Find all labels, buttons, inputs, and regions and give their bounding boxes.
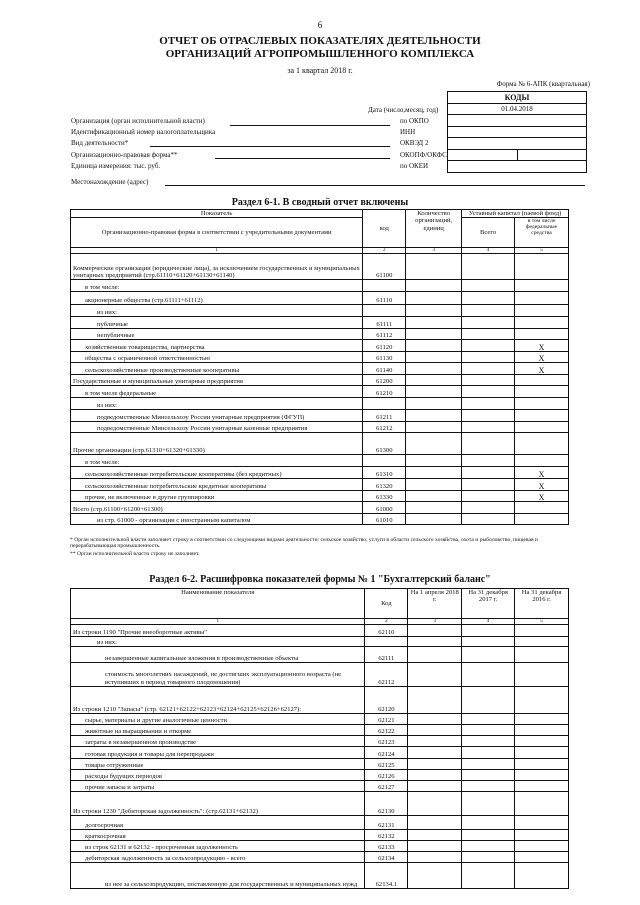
section2-value-3[interactable] [408,647,462,663]
section1-code: 61000 [363,502,406,514]
section2-value-5[interactable] [515,647,569,663]
section2-label: Из строки 1230 "Дебиторская задолженность": (стр.62131+62132) [71,792,365,816]
section1-value-5[interactable]: X [515,491,569,502]
section1-value-4[interactable] [462,329,515,340]
okei-cell[interactable] [448,161,587,173]
title-line-1: ОТЧЕТ ОБ ОТРАСЛЕВЫХ ПОКАЗАТЕЛЯХ ДЕЯТЕЛЬНОСТИ [159,35,481,47]
section1-value-4[interactable] [462,305,515,317]
section2-value-5[interactable] [515,770,569,781]
section1-row [71,305,569,317]
section1-label: из них: [71,398,363,410]
section2-label: сырье, материалы и другие аналогичные ценности [71,714,365,725]
section1-row [71,280,569,292]
section2-code: 62134.1 [365,863,408,889]
section1-label: прочие, не включенные в другие группировки [71,491,363,502]
section1-code: 61200 [363,375,406,386]
section1-label: Государственные и муниципальные унитарные предприятия [71,375,363,386]
section1-value-5[interactable] [515,305,569,317]
section1-row [71,467,569,479]
section2-value-5[interactable] [515,637,569,647]
s2-colnum-1: 1 [71,619,365,625]
section1-value-3[interactable] [406,254,462,280]
section1-value-3[interactable] [406,491,462,502]
section2-code: 62131 [365,816,408,830]
section2-value-3[interactable] [408,687,462,714]
section1-value-4[interactable] [462,410,515,422]
section1-code: 61320 [363,479,406,491]
section2-value-3[interactable] [408,663,462,687]
section2-title: Раздел 6-2. Расшифровка показателей формы № 1 "Бухгалтерский баланс" [149,574,491,585]
section2-row [71,747,569,759]
section1-value-4[interactable] [462,292,515,305]
section1-row [71,410,569,422]
section2-value-3[interactable] [408,625,462,637]
section1-row [71,479,569,491]
req-code-okopf: ОКОПФ/ОКФС [400,151,447,159]
section2-value-3[interactable] [408,841,462,852]
section2-value-4[interactable] [462,770,515,781]
section2-code: 62130 [365,792,408,816]
s2-colnum-5: 5 [515,619,569,625]
section1-code: 61300 [363,433,406,455]
section1-value-5[interactable] [515,514,569,525]
section2-row [71,663,569,687]
section1-footnote-2: ** Орган исполнительной власти строку не заполняет. [70,551,200,557]
section2-label: из них: [71,637,365,647]
okopf-cell[interactable] [448,149,587,161]
section1-value-3[interactable] [406,502,462,514]
section1-value-5[interactable] [515,254,569,280]
s1-colnum-3: 3 [406,248,462,254]
section1-value-3[interactable] [406,375,462,386]
req-label-unit: Единица измерения: тыс. руб. [71,162,161,170]
section2-code: 62112 [365,663,408,687]
section1-code: 61211 [363,410,406,422]
section2-row [71,781,569,792]
section2-label: животные на выращивании и откорме [71,725,365,736]
section2-code: 62123 [365,736,408,747]
section2-value-5[interactable] [515,663,569,687]
section2-row [71,830,569,841]
section2-label: из строк 62131 и 62132 - просроченная задолженность [71,841,365,852]
s1-header-count: Количество организаций, единиц [406,210,462,248]
section2-code: 62110 [365,625,408,637]
section2-label: долгосрочная [71,816,365,830]
section1-label: публичные [71,317,363,329]
section2-row [71,770,569,781]
section1-value-5[interactable] [515,292,569,305]
section2-row [71,714,569,725]
s2-colnum-4: 4 [462,619,515,625]
section2-value-4[interactable] [462,759,515,770]
section2-label: Из строки 1210 "Запасы" (стр. 62121+62122+62123+62124+62125+62126+62127): [71,687,365,714]
org-underline [230,125,390,126]
section2-row [71,852,569,863]
section1-value-4[interactable] [462,502,515,514]
section2-value-4[interactable] [462,625,515,637]
section2-label: незавершенные капитальные вложения в производственные объекты [71,647,365,663]
section1-code: 61212 [363,422,406,433]
section2-code: 62124 [365,747,408,759]
s1-header-federal: в том числе федеральные средства [515,218,569,248]
section2-label: дебиторская задолженность за сельхозпродукцию - всего [71,852,365,863]
s2-header-col3: На 1 апреля 2018 г. [408,589,462,619]
section2-row [71,687,569,714]
section2-value-5[interactable] [515,725,569,736]
section2-label: прочие запасы и затраты [71,781,365,792]
section2-value-4[interactable] [462,792,515,816]
section2-value-5[interactable] [515,759,569,770]
section2-value-3[interactable] [408,781,462,792]
codes-box [447,91,587,173]
section2-row [71,759,569,770]
section2-value-3[interactable] [408,770,462,781]
section2-value-4[interactable] [462,841,515,852]
section2-value-4[interactable] [462,830,515,841]
section1-label: акционерные общества (стр.61111+61112) [71,292,363,305]
req-code-inn: ИНН [400,128,416,136]
section2-label: Из строки 1190 "Прочие внеоборотные активы" [71,625,365,637]
section1-row [71,491,569,502]
codes-header: КОДЫ [448,92,587,104]
s1-header-capital: Уставный капитал (паевой фонд) [462,210,569,218]
section1-label: непубличные [71,329,363,340]
section2-value-3[interactable] [408,792,462,816]
section1-code [363,280,406,292]
location-label: Местонахождение (адрес) [71,178,149,186]
section1-value-3[interactable] [406,363,462,375]
date-label: Дата (число,месяц, год) [368,106,439,114]
section1-code: 61120 [363,340,406,352]
section2-row [71,725,569,736]
section1-value-3[interactable] [406,479,462,491]
page-number: 6 [317,20,323,30]
section1-value-5[interactable] [515,317,569,329]
section1-label: общества с ограниченной ответственностью [71,352,363,363]
section1-code: 61100 [363,254,406,280]
section2-value-3[interactable] [408,830,462,841]
section1-value-5[interactable] [515,433,569,455]
section2-value-4[interactable] [462,863,515,889]
section1-value-3[interactable] [406,317,462,329]
section2-row [71,736,569,747]
section2-value-4[interactable] [462,714,515,725]
section2-value-5[interactable] [515,816,569,830]
section2-value-5[interactable] [515,852,569,863]
s1-header-indicator: Показатель [71,210,363,218]
section1-row [71,363,569,375]
section1-value-3[interactable] [406,280,462,292]
section1-code: 61130 [363,352,406,363]
section2-code: 62127 [365,781,408,792]
section1-value-3[interactable] [406,467,462,479]
section2-row [71,816,569,830]
activity-underline [150,146,390,147]
section1-row [71,502,569,514]
section1-value-5[interactable] [515,398,569,410]
s1-colnum-2: 2 [363,248,406,254]
section1-value-4[interactable] [462,433,515,455]
report-title [0,35,640,61]
section2-value-5[interactable] [515,747,569,759]
section1-code: 61140 [363,363,406,375]
section1-label: Прочие организации (стр.61310+61320+61330) [71,433,363,455]
section1-label: Коммерческие организации (юридические лица), за исключением государственных и муниципальных унитарных предприятий (стр.61110+61120+61130+61140) [71,254,363,280]
section2-row [71,647,569,663]
section1-label: сельскохозяйственные производственные кооперативы [71,363,363,375]
section2-value-3[interactable] [408,816,462,830]
section1-value-3[interactable] [406,398,462,410]
section2-label: затраты в незавершенном производстве [71,736,365,747]
section1-code: 61112 [363,329,406,340]
section1-value-4[interactable] [462,479,515,491]
section2-value-3[interactable] [408,863,462,889]
s2-colnum-3: 3 [408,619,462,625]
section2-code: 62125 [365,759,408,770]
section1-value-3[interactable] [406,433,462,455]
section2-row [71,792,569,816]
section1-row [71,375,569,386]
section1-value-5[interactable]: X [515,352,569,363]
section1-value-3[interactable] [406,410,462,422]
req-label-org: Организация (орган исполнительной власти) [71,117,205,125]
section2-value-5[interactable] [515,841,569,852]
section1-row [71,317,569,329]
section1-code [363,305,406,317]
section1-row [71,386,569,398]
section1-row [71,433,569,455]
s1-header-code: код [363,210,406,248]
section1-value-4[interactable] [462,254,515,280]
section1-code [363,455,406,467]
section2-value-4[interactable] [462,637,515,647]
section1-footnote-1: * Орган исполнительной власти заполняет строку в соответствии со следующими видами деятельности: сельское хозяйство, услуги в области сельского хозяйства, охота и рыболовство, пищевая и перерабатывающая промышленность. [70,537,538,550]
section1-row [71,254,569,280]
s1-header-org-form: Организационно-правовая форма в соответствии с учредительными документами [71,218,363,248]
section1-value-5[interactable] [515,329,569,340]
section2-value-5[interactable] [515,714,569,725]
section2-value-5[interactable] [515,687,569,714]
section1-value-3[interactable] [406,292,462,305]
section1-row [71,292,569,305]
section1-code: 61210 [363,386,406,398]
section1-value-4[interactable] [462,352,515,363]
section2-value-4[interactable] [462,663,515,687]
req-code-okved: ОКВЭД 2 [400,139,429,147]
section1-row [71,422,569,433]
section2-value-4[interactable] [462,647,515,663]
section1-label: сельскохозяйственные потребительские кредитные кооперативы [71,479,363,491]
section2-value-5[interactable] [515,863,569,889]
section1-label: Всего (стр.61100+61200+61300) [71,502,363,514]
section2-label: из нее за сельхозпродукцию, поставленную для государственных и муниципальных нужд [71,863,365,889]
section1-label: в том числе федеральные [71,386,363,398]
section1-value-4[interactable] [462,363,515,375]
req-code-okpo: по ОКПО [400,117,429,125]
section1-row [71,329,569,340]
section2-label: расходы будущих периодов [71,770,365,781]
section1-row [71,398,569,410]
section2-value-5[interactable] [515,781,569,792]
s2-header-col5: На 31 декабря 2016 г. [515,589,569,619]
legal-form-underline [215,158,390,159]
section1-value-4[interactable] [462,280,515,292]
section1-label: из них: [71,305,363,317]
section1-value-5[interactable]: X [515,340,569,352]
section2-code: 62134 [365,852,408,863]
form-name: Форма № 6-АПК (квартальная) [496,80,590,88]
section2-value-3[interactable] [408,852,462,863]
section1-code: 61330 [363,491,406,502]
section2-code: 62121 [365,714,408,725]
section1-label: сельскохозяйственные потребительские кооперативы (без кредитных) [71,467,363,479]
section1-value-5[interactable] [515,375,569,386]
section1-value-5[interactable] [515,422,569,433]
s2-header-name: Наименование показателя [71,589,365,619]
location-underline [165,185,585,186]
title-line-2: ОРГАНИЗАЦИЙ АГРОПРОМЫШЛЕННОГО КОМПЛЕКСА [165,48,475,60]
req-code-okei: по ОКЕИ [400,162,429,170]
section1-row [71,514,569,525]
req-label-legal-form: Организационно-правовая форма** [71,151,178,159]
section2-value-4[interactable] [462,725,515,736]
section2-row [71,863,569,889]
section1-value-4[interactable] [462,340,515,352]
section1-value-4[interactable] [462,422,515,433]
section1-code: 61111 [363,317,406,329]
section1-value-3[interactable] [406,455,462,467]
section2-value-3[interactable] [408,759,462,770]
section2-value-5[interactable] [515,625,569,637]
section2-code: 62133 [365,841,408,852]
section2-label: стоимость многолетних насаждений, не достигших эксплуатационного возраста (не вступивших в период товарного плодоношения) [71,663,365,687]
s2-colnum-2: 2 [365,619,408,625]
s2-header-code: Код [365,589,408,619]
section2-code: 62122 [365,725,408,736]
section1-code: 61310 [363,467,406,479]
s1-colnum-5: 5 [515,248,569,254]
section1-value-3[interactable] [406,352,462,363]
inn-cell[interactable] [448,126,587,138]
section2-value-5[interactable] [515,736,569,747]
section1-value-4[interactable] [462,398,515,410]
section1-label: подведомственные Минсельхозу России унитарные казенные предприятия [71,422,363,433]
section1-value-5[interactable]: X [515,467,569,479]
section1-title: Раздел 6-1. В сводный отчет включены [231,197,409,208]
section1-value-3[interactable] [406,329,462,340]
section2-value-4[interactable] [462,736,515,747]
section1-value-5[interactable] [515,386,569,398]
section1-value-5[interactable]: X [515,479,569,491]
section1-code [363,398,406,410]
section1-row [71,340,569,352]
section2-value-3[interactable] [408,637,462,647]
section1-code: 61110 [363,292,406,305]
section1-table [70,209,569,525]
section2-label: краткосрочная [71,830,365,841]
section1-value-5[interactable] [515,410,569,422]
section2-value-4[interactable] [462,852,515,863]
s1-colnum-1: 1 [71,248,363,254]
section2-code: 62111 [365,647,408,663]
section1-value-3[interactable] [406,340,462,352]
section1-value-3[interactable] [406,422,462,433]
section1-value-5[interactable]: X [515,363,569,375]
section2-value-4[interactable] [462,747,515,759]
section2-value-3[interactable] [408,725,462,736]
section2-label: готовая продукция и товары для перепродажи [71,747,365,759]
req-label-activity: Вид деятельности* [71,139,129,147]
s2-header-col4: На 31 декабря 2017 г. [462,589,515,619]
section1-value-5[interactable] [515,455,569,467]
section1-value-4[interactable] [462,317,515,329]
section2-value-3[interactable] [408,736,462,747]
okpo-cell[interactable] [448,115,587,127]
section1-row [71,455,569,467]
section2-row [71,625,569,637]
section1-value-4[interactable] [462,491,515,502]
section2-value-3[interactable] [408,714,462,725]
section1-value-4[interactable] [462,375,515,386]
section2-row [71,841,569,852]
section1-label: в том числе: [71,455,363,467]
section1-value-3[interactable] [406,305,462,317]
section1-value-5[interactable] [515,280,569,292]
report-period: за 1 квартал 2018 г. [287,66,353,75]
okved-cell[interactable] [448,138,587,150]
section2-code [365,637,408,647]
s1-header-total: Всего [462,218,515,248]
section2-value-4[interactable] [462,816,515,830]
section1-label: из стр. 61000 - организации с иностранным капиталом [71,514,363,525]
section1-row [71,352,569,363]
section2-label: товары отгруженные [71,759,365,770]
req-label-inn: Идентификационный номер налогоплательщика [71,128,216,136]
section2-value-5[interactable] [515,792,569,816]
section1-value-4[interactable] [462,514,515,525]
section1-value-4[interactable] [462,386,515,398]
section1-value-3[interactable] [406,386,462,398]
section2-value-3[interactable] [408,747,462,759]
section1-label: подведомственные Минсельхозу России унитарные предприятия (ФГУП) [71,410,363,422]
section1-code: 61010 [363,514,406,525]
section2-value-5[interactable] [515,830,569,841]
section2-code: 62120 [365,687,408,714]
section2-code: 62132 [365,830,408,841]
section1-value-3[interactable] [406,514,462,525]
section2-value-4[interactable] [462,687,515,714]
date-code-cell[interactable]: 01.04.2018 [448,103,587,115]
section1-value-5[interactable] [515,502,569,514]
section1-value-4[interactable] [462,467,515,479]
section1-label: в том числе: [71,280,363,292]
section1-label: хозяйственные товарищества, партнерства [71,340,363,352]
s1-colnum-4: 4 [462,248,515,254]
section2-value-4[interactable] [462,781,515,792]
section1-value-4[interactable] [462,455,515,467]
section2-code: 62126 [365,770,408,781]
section2-table [70,588,569,889]
section2-row [71,637,569,647]
